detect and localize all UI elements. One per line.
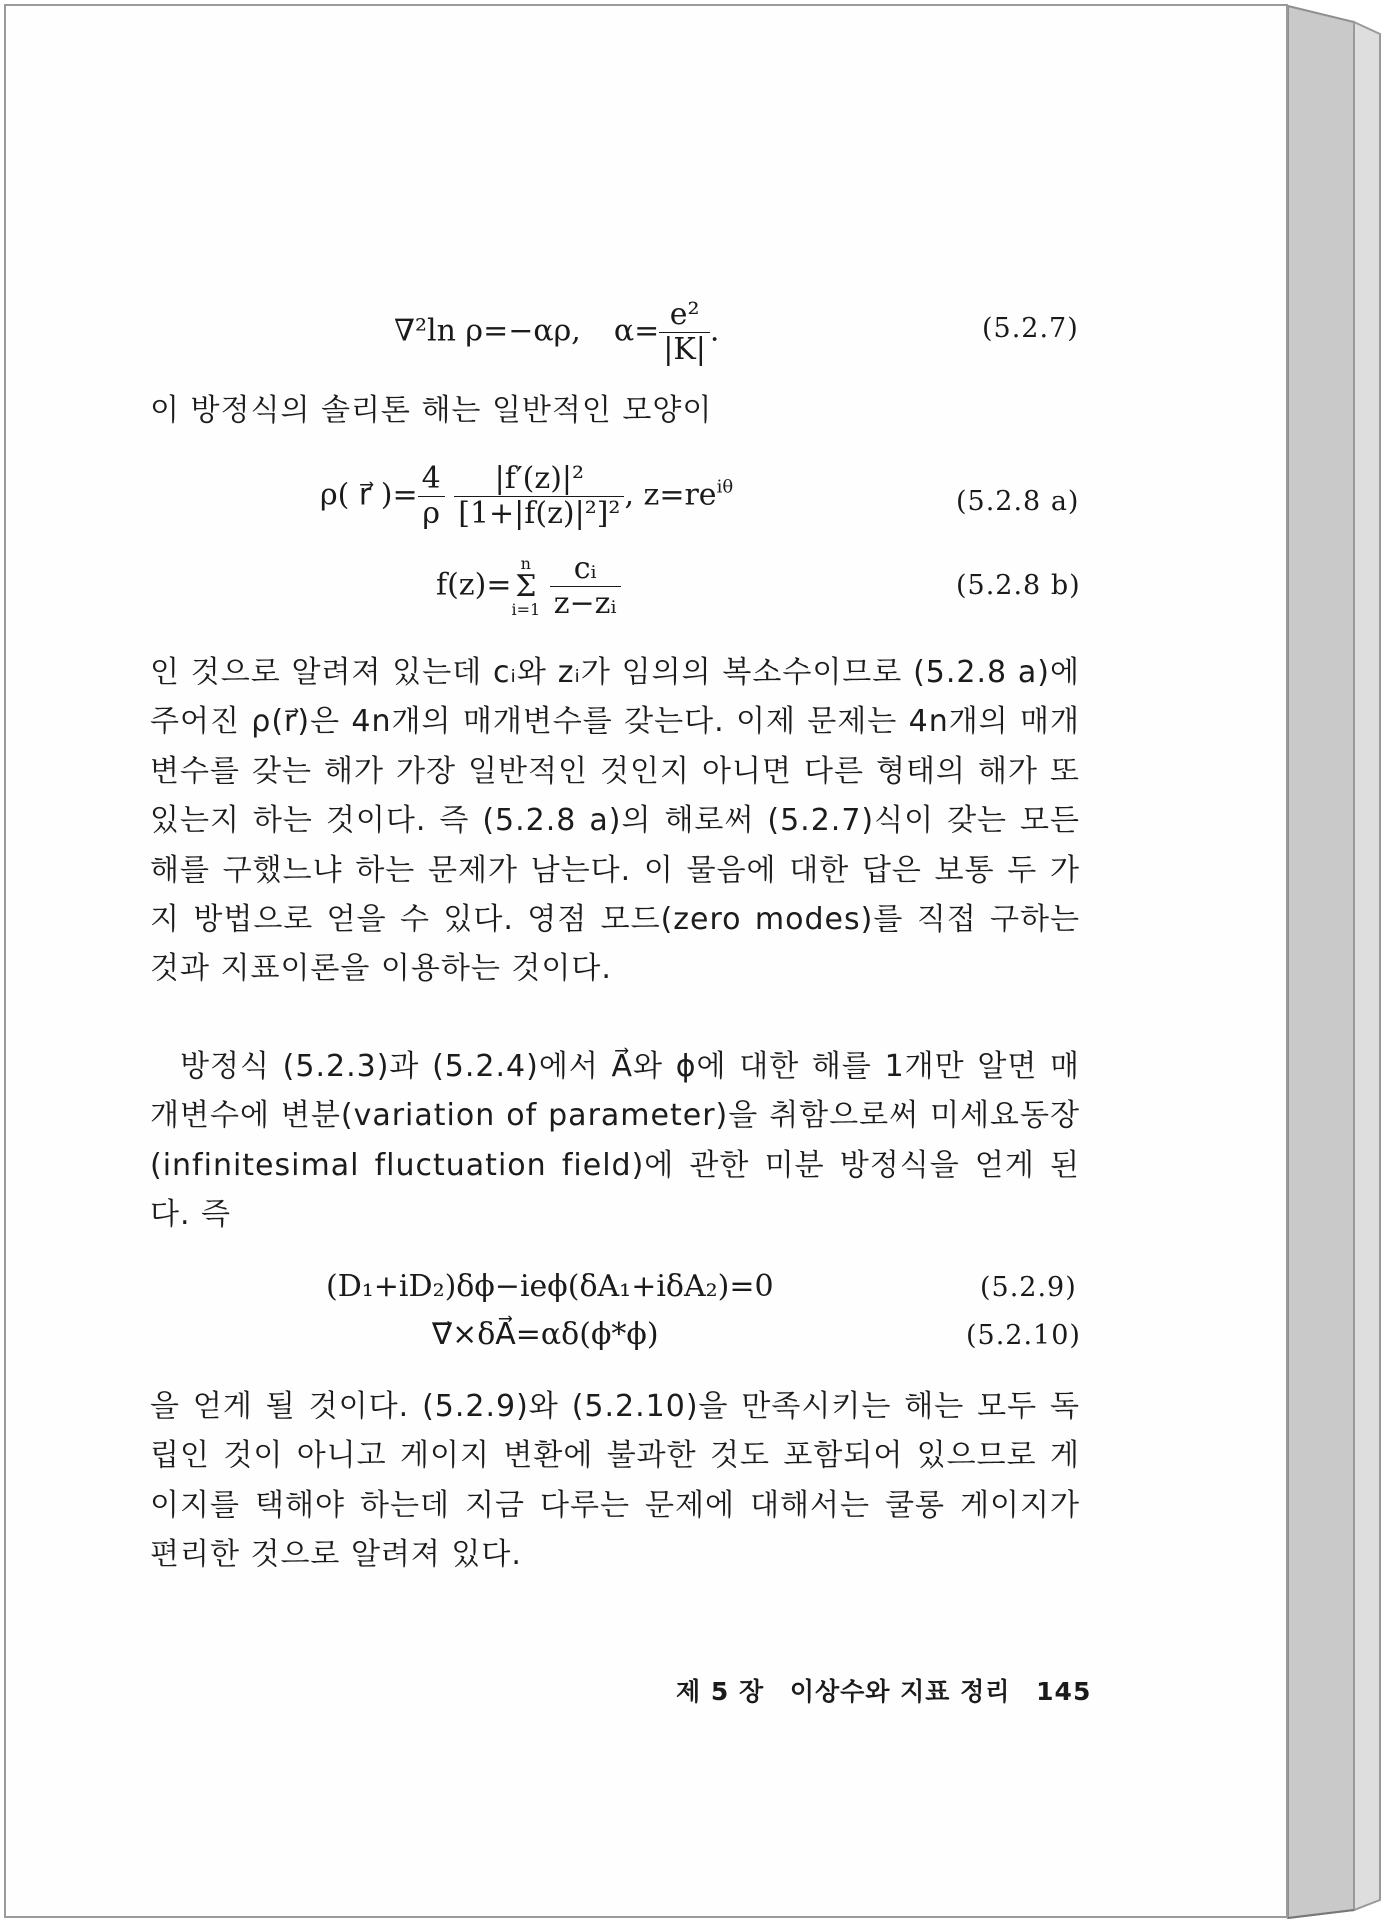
eq-5-2-8b-lhs: f(z)= — [436, 567, 512, 603]
equation-5-2-8b — [436, 551, 621, 621]
equation-5-2-7 — [394, 297, 720, 367]
eq-5-2-8a-frac1-numerator: 4 — [418, 464, 445, 497]
eq-5-2-7-lhs: ∇²ln ρ=−αρ, — [394, 313, 581, 349]
equation-number-5-2-8a: (5.2.8 a) — [956, 486, 1080, 517]
equation-5-2-8a — [320, 461, 734, 531]
eq-5-2-8a-frac2-numerator: |f′(z)|² — [454, 464, 624, 497]
eq-5-2-8b-denominator: z−zᵢ — [553, 586, 617, 621]
equation-number-5-2-8b: (5.2.8 b) — [956, 570, 1081, 601]
equation-number-5-2-7: (5.2.7) — [982, 313, 1079, 344]
eq-5-2-8a-tail: , z=re — [624, 477, 717, 513]
eq-5-2-8a-tail-superscript: iθ — [716, 476, 734, 498]
paragraph-soliton-solutions: 인 것으로 알려져 있는데 cᵢ와 zᵢ가 임의의 복소수이므로 (5.2.8 a)에 주어진 ρ(r⃗)은 4n개의 매개변수를 갖는다. 이제 문제는 4n개의 매개변수를 갖는 해가 가장 일반적인 것인지 아니면 다른 형태의 해가 또 있는지 하는 것이다. 즉 (5.2.8 a)의 해로써 (5.2.7)식이 갖는 모든 해를 구했느냐 하는 문제가 남는다. 이 물음에 대한 답은 보통 두 가지 방법으로 얻을 수 있다. 영점 모드(zero modes)를 직접 구하는 것과 지표이론을 이용하는 것이다. — [150, 655, 1080, 987]
eq-5-2-7-alpha: α= — [613, 313, 660, 349]
eq-5-2-7-suffix: . — [709, 313, 720, 349]
eq-5-2-8b-sum-upper: n — [520, 553, 531, 573]
eq-5-2-8a-frac2-denominator: [1+|f(z)|²]² — [458, 496, 621, 531]
equation-number-5-2-10: (5.2.10) — [966, 1320, 1081, 1351]
eq-5-2-8b-sum-symbol: Σ — [515, 568, 537, 604]
footer-page-number: 145 — [1036, 1677, 1092, 1706]
eq-5-2-8b-sum-lower: i=1 — [511, 599, 541, 619]
equation-5-2-10: ∇⃗×δA⃗=αδ(ϕ*ϕ) — [432, 1317, 659, 1352]
equation-5-2-9: (D₁+iD₂)δϕ−ieϕ(δA₁+iδA₂)=0 — [326, 1269, 774, 1304]
equation-number-5-2-9: (5.2.9) — [980, 1272, 1077, 1303]
eq-5-2-8a-fraction-1 — [418, 461, 445, 531]
eq-5-2-7-numerator: e² — [659, 300, 710, 333]
eq-5-2-8a-fraction-2 — [454, 461, 624, 531]
eq-5-2-8a-frac1-denominator: ρ — [422, 496, 440, 531]
paragraph-gauge: 을 얻게 될 것이다. (5.2.9)와 (5.2.10)을 만족시키는 해는 모두 독립인 것이 아니고 게이지 변환에 불과한 것도 포함되어 있으므로 게이지를 택해야 하는데 지금 다루는 문제에 대해서는 쿨롱 게이지가 편리한 것으로 알려져 있다. — [150, 1389, 1080, 1573]
eq-5-2-8a-lhs: ρ( r⃗ )= — [320, 477, 418, 513]
eq-5-2-8b-summation — [511, 553, 541, 619]
paragraph-fluctuation: 방정식 (5.2.3)과 (5.2.4)에서 A⃗와 ϕ에 대한 해를 1개만 알면 매개변수에 변분(variation of parameter)을 취함으로써 미세요동장(infinitesimal fluctuation field)에 관한 미분 방정식을 얻게 된다. 즉 — [150, 1049, 1080, 1233]
eq-5-2-8b-numerator: cᵢ — [550, 554, 621, 587]
eq-5-2-7-denominator: |K| — [663, 332, 706, 367]
footer-chapter-title: 이상수와 지표 정리 — [789, 1677, 1011, 1706]
eq-5-2-7-fraction — [659, 297, 710, 367]
paragraph-intro: 이 방정식의 솔리톤 해는 일반적인 모양이 — [150, 393, 713, 428]
footer-chapter: 제 5 장 — [676, 1677, 765, 1706]
eq-5-2-8b-fraction — [550, 551, 621, 621]
page-footer — [676, 1672, 1091, 1708]
